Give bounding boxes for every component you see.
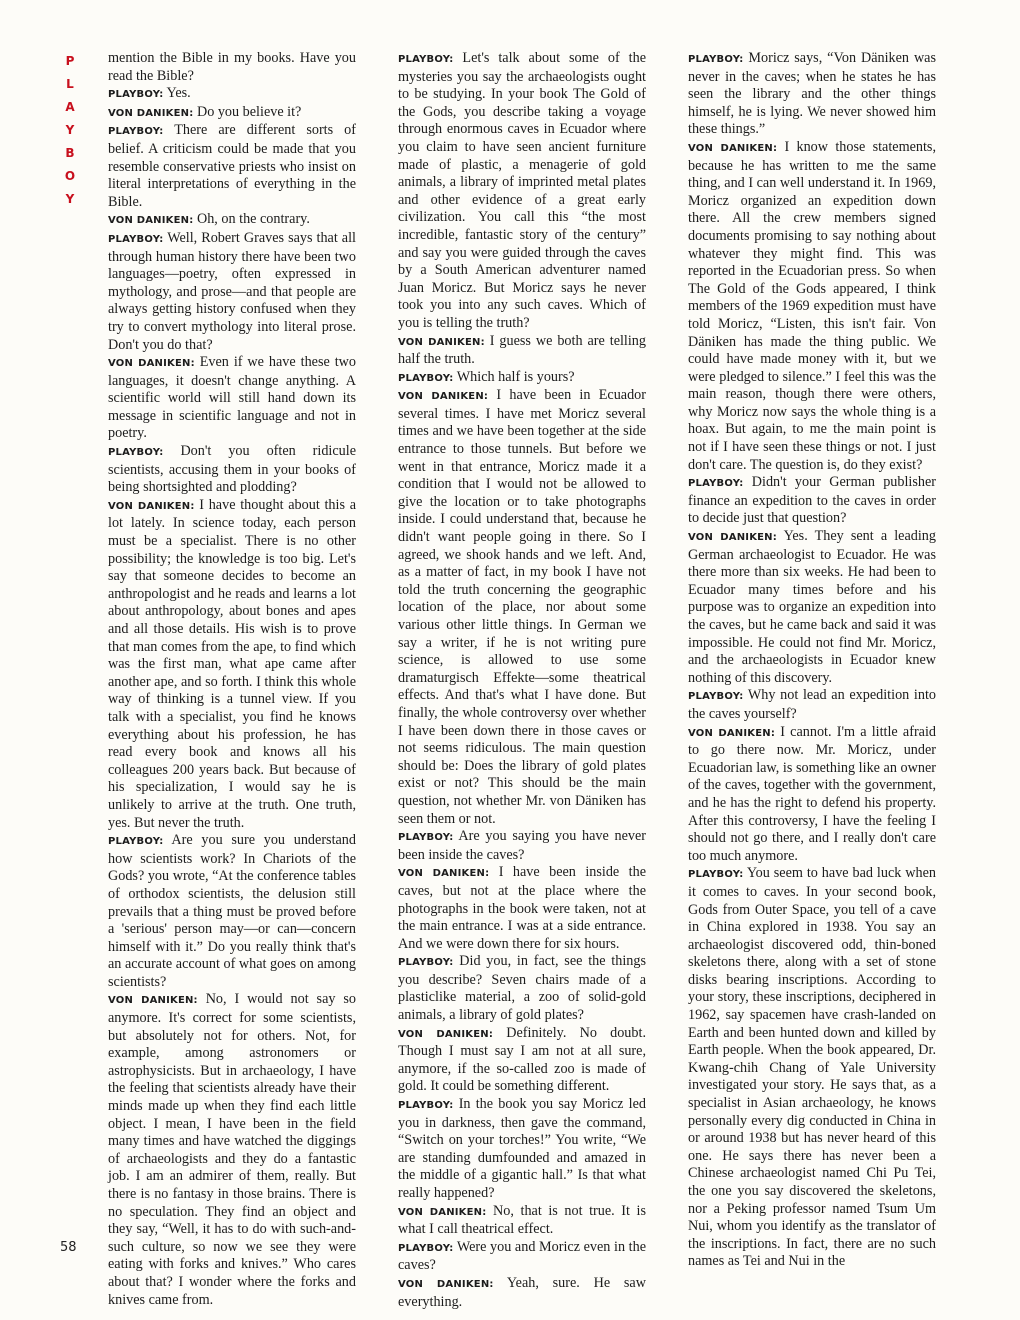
speaker-label: PLAYBOY:	[108, 836, 164, 848]
speaker-label: PLAYBOY:	[108, 89, 164, 101]
paragraph-text: I guess we both are telling half the truth.	[398, 332, 646, 368]
paragraph-text: Yes. They sent a leading German archaeologist to Ecuador. He was there more than six weeks. He had been to Ecuador many times before and his purpose was to organize an expedition into the caves, but he came back and said it was impossible. He could not find Mr. Moricz, and the archaeologists in Ecuador knew nothing of this discovery.	[688, 528, 936, 686]
speaker-label: VON DANIKEN:	[398, 1028, 494, 1040]
paragraph-text: There are different sorts of belief. A criticism could be made that you resemble conservative priests who insist on literal interpretations of everything in the Bible.	[108, 122, 356, 210]
column-2	[398, 50, 647, 1310]
speaker-label: VON DANIKEN:	[398, 868, 490, 880]
paragraph-text: Yeah, sure. He saw everything.	[398, 1274, 646, 1310]
interview-paragraph	[108, 497, 356, 832]
paragraph-text: Let's talk about some of the mysteries you say the archaeologists ought to be studying. In your book The Gold of the Gods, you describe taking a voyage through enormous caves in Ecuador where you claim to have seen ancient furniture made of plastic, a menagerie of gold animals, a library of imprinted metal plates and other evidence of a great early civilization. You call this “the most incredible, fantastic story of the century” and say you were guided through the caves by a South American adventurer named Juan Moricz. But Moricz says he never took you into any such caves. Which of you is telling the truth?	[398, 50, 646, 331]
paragraph-text: Yes.	[166, 85, 191, 102]
page-number: 58	[60, 1240, 77, 1255]
interview-paragraph	[688, 687, 936, 723]
paragraph-text: Are you sure you understand how scientists work? In Chariots of the Gods? you wrote, “At the conference tables of orthodox scientists, the delusion still prevails that a thing must be proved before a 'serious' person may—or can—concern himself with it.” Do you really think that's an accurate account of what goes on among scientists?	[108, 832, 356, 990]
speaker-label: PLAYBOY:	[398, 957, 454, 969]
interview-paragraph	[398, 50, 646, 333]
paragraph-text: No, I would not say so anymore. It's correct for some scientists, but absolutely not for others. Not, for example, among astronomers or astrophysicists. But in archaeology, I have the feeling that scientists already have their minds made up when they find each little object. I mean, I have been in the field many times and have watched the diggings of archaeologists and they do a fantastic job. I am an admirer of them, really. But there is no fantasy in those brains. There is no speculation. They find an object and they say, “Well, it has to do with such-and-such culture, so now we see they were eating with forks and knives.” Who cares about that? I wonder where the forks and knives came from.	[108, 991, 356, 1308]
speaker-label: PLAYBOY:	[398, 1100, 454, 1112]
speaker-label: PLAYBOY:	[108, 126, 164, 138]
interview-paragraph	[108, 443, 356, 497]
column-3	[688, 50, 937, 1270]
interview-paragraph	[398, 864, 646, 953]
interview-paragraph	[398, 369, 646, 388]
speaker-label: VON DANIKEN:	[398, 391, 489, 403]
interview-paragraph	[398, 387, 646, 828]
speaker-label: VON DANIKEN:	[398, 336, 485, 348]
interview-paragraph	[688, 139, 936, 474]
interview-paragraph	[108, 991, 356, 1309]
speaker-label: VON DANIKEN:	[398, 1206, 487, 1218]
speaker-label: VON DANIKEN:	[108, 500, 195, 512]
paragraph-text: Oh, on the contrary.	[196, 211, 310, 228]
speaker-label: PLAYBOY:	[398, 832, 454, 844]
interview-paragraph	[398, 1096, 646, 1203]
speaker-label: VON DANIKEN:	[688, 532, 777, 544]
paragraph-text: Are you saying you have never been inside the caves?	[398, 828, 647, 863]
interview-paragraph	[398, 1203, 646, 1239]
paragraph-text: Don't you often ridicule scientists, accusing them in your books of being shortsighted and plodding?	[108, 443, 357, 496]
interview-paragraph	[688, 865, 936, 1271]
column-1	[108, 50, 357, 1308]
speaker-label: VON DANIKEN:	[688, 727, 776, 739]
paragraph-text: I cannot. I'm a little afraid to go there now. Mr. Moricz, under Ecuadorian law, is something like an owner of the caves, together with the government, and he has the right to defend his property. After this controversy, I have the feeling I should not go there, and I really don't care too much anymore.	[688, 723, 936, 864]
interview-paragraph	[108, 354, 356, 443]
interview-paragraph	[108, 85, 356, 104]
speaker-label: PLAYBOY:	[108, 233, 164, 245]
paragraph-text: Moricz says, “Von Däniken was never in the caves; when he states he has seen the library and the other things himself, he is lying. We never showed him these things.”	[688, 50, 937, 138]
paragraph-text: You seem to have bad luck when it comes to caves. In your second book, Gods from Outer Space, you tell of a cave in China explored in 1938. You say an archaeologist discovered odd, thin-boned skeletons there, along with a set of stone disks bearing inscriptions. According to your story, these inscriptions, deciphered in 1962, say spacemen have crash-landed on Earth and been hunted down and killed by Earth people. When the book appeared, Dr. Kwang-chih Chang of Yale University investigated your story. He says that, as a specialist in Asian archaeology, he knows personally every dig conducted in China in or around 1938 but has never heard of this one. He says there has never been a Chinese archaeologist named Chi Pu Tei, the one you say discovered the skeletons, nor a Peking professor named Tsum Um Nui, whom you identify as the translator of the inscriptions. In fact, there are no such names as Tei and Nui in the	[688, 865, 936, 1270]
paragraph-text: I have been inside the caves, but not at the place where the photographs in the book were taken, not at the main entrance. I was at a side entrance. And we were down there for six hours.	[398, 864, 646, 952]
speaker-label: PLAYBOY:	[398, 372, 454, 384]
paragraph-text: In the book you say Moricz led you in darkness, then gave the command, “Switch on your torches!” You write, “We are standing dumfounded and amazed in the middle of a gigantic hall.” Is that what really happened?	[398, 1096, 646, 1201]
paragraph-text: Were you and Moricz even in the caves?	[398, 1238, 646, 1274]
paragraph-text: I have been in Ecuador several times. I have met Moricz several times and we have been together at the side entrance to those tunnels. But before we went in that entrance, Moricz made it a condition that I would not be allowed to give the location or to take photographs inside. I could understand that, because he didn't want people going in there. So I agreed, we shook hands and we left. And, as a matter of fact, in my book I have not told the truth concerning the geographic location of the place, nor about some various other little things. In German we say a writer, if he is not writing pure science, is allowed to use some dramaturgisch Effekte—some theatrical effects. And that's what I have done. But finally, the whole controversy over whether I have been down there in those caves or not seems ridiculous. The main question should be: Does the library of gold plates exist or not? This should be the main question, not whether Mr. von Däniken has seen them or not.	[398, 387, 646, 827]
interview-paragraph	[688, 528, 936, 687]
interview-paragraph	[688, 724, 936, 866]
interview-paragraph	[108, 211, 356, 230]
speaker-label: PLAYBOY:	[108, 447, 164, 459]
interview-paragraph	[398, 333, 646, 369]
interview-paragraph	[688, 474, 936, 528]
speaker-label: PLAYBOY:	[688, 691, 744, 703]
speaker-label: VON DANIKEN:	[398, 1278, 494, 1290]
masthead: P L A Y B O Y	[64, 54, 76, 206]
speaker-label: PLAYBOY:	[688, 54, 744, 65]
paragraph-text: Didn't your German publisher finance an expedition to the caves in order to decide just that question?	[688, 474, 937, 527]
speaker-label: PLAYBOY:	[398, 1242, 454, 1254]
interview-paragraph	[398, 1275, 646, 1311]
interview-paragraph	[398, 1239, 646, 1275]
speaker-label: VON DANIKEN:	[108, 995, 198, 1007]
speaker-label: VON DANIKEN:	[108, 358, 195, 370]
interview-paragraph	[108, 122, 356, 211]
interview-paragraph	[108, 104, 356, 123]
speaker-label: VON DANIKEN:	[688, 142, 778, 154]
paragraph-text: Well, Robert Graves says that all through human history there have been two languages—poetry, often expressed in mythology, and prose—and that people are always getting history confused when they try to convert mythology into literal prose. Don't you do that?	[108, 229, 356, 353]
paragraph-text: I know those statements, because he has written to me the same thing, and I can well understand it. In 1969, Moricz organized an expedition down there. All the crew members signed documents promising to say nothing about whatever they might find. This was reported in the Ecuadorian press. So when The Gold of the Gods appeared, I think members of the 1969 expedition must have told Moricz, “Listen, this isn't fair. Von Däniken has made the thing public. We could have made money with it, but we were pledged to silence.” I feel this was the main reason, though there were others, why Moricz now says the whole thing is a hoax. But again, to me the main point is not if I have seen these things or not. I just don't care. The question is, do they exist?	[688, 138, 937, 473]
paragraph-text: Did you, in fact, see the things you describe? Seven chairs made of a plasticlike material, a zoo of solid-gold animals, a library of gold plates?	[398, 953, 646, 1024]
interview-paragraph	[398, 953, 646, 1024]
interview-paragraph	[398, 1025, 646, 1096]
paragraph-text: Which half is yours?	[456, 368, 575, 385]
speaker-label: PLAYBOY:	[688, 869, 744, 881]
paragraph-text: No, that is not true. It is what I call theatrical effect.	[398, 1202, 646, 1238]
paragraph-text: Even if we have these two languages, it doesn't change anything. A scientific world will still hand down its message in scientific language and not in poetry.	[108, 354, 356, 442]
interview-paragraph	[108, 230, 356, 354]
speaker-label: PLAYBOY:	[688, 478, 744, 490]
paragraph-text: mention the Bible in my books. Have you read the Bible?	[108, 50, 356, 84]
paragraph-text: Why not lead an expedition into the caves yourself?	[688, 687, 937, 722]
paragraph-text: Definitely. No doubt. Though I must say I am not at all sure, anymore, if the so-called zoo is made of gold. It could be something different.	[398, 1024, 646, 1095]
paragraph-text: Do you believe it?	[196, 103, 302, 120]
interview-paragraph	[108, 50, 356, 85]
paragraph-text: I have thought about this a lot lately. In science today, each person must be a specialist. There is no other possibility; the knowledge is too big. Let's say that someone decides to become an anthropologist and he reads and learns a lot about anthropology, about bones and apes and all those details. His wish is to prove that man comes from the ape, to find which was the first man, what ape came after another ape, and so forth. I think this whole way of thinking is a tunnel view. If you talk with a specialist, you find he knows everything about his profession, he has read every book and knows all his colleagues 200 years back. But because of his specialization, I would say he is unlikely to arrive at the truth. One truth, yes. But never the truth.	[108, 496, 356, 831]
interview-paragraph	[108, 832, 356, 991]
speaker-label: PLAYBOY:	[398, 54, 454, 65]
speaker-label: VON DANIKEN:	[108, 107, 194, 119]
speaker-label: VON DANIKEN:	[108, 215, 194, 227]
interview-paragraph	[688, 50, 936, 139]
interview-paragraph	[398, 828, 646, 864]
